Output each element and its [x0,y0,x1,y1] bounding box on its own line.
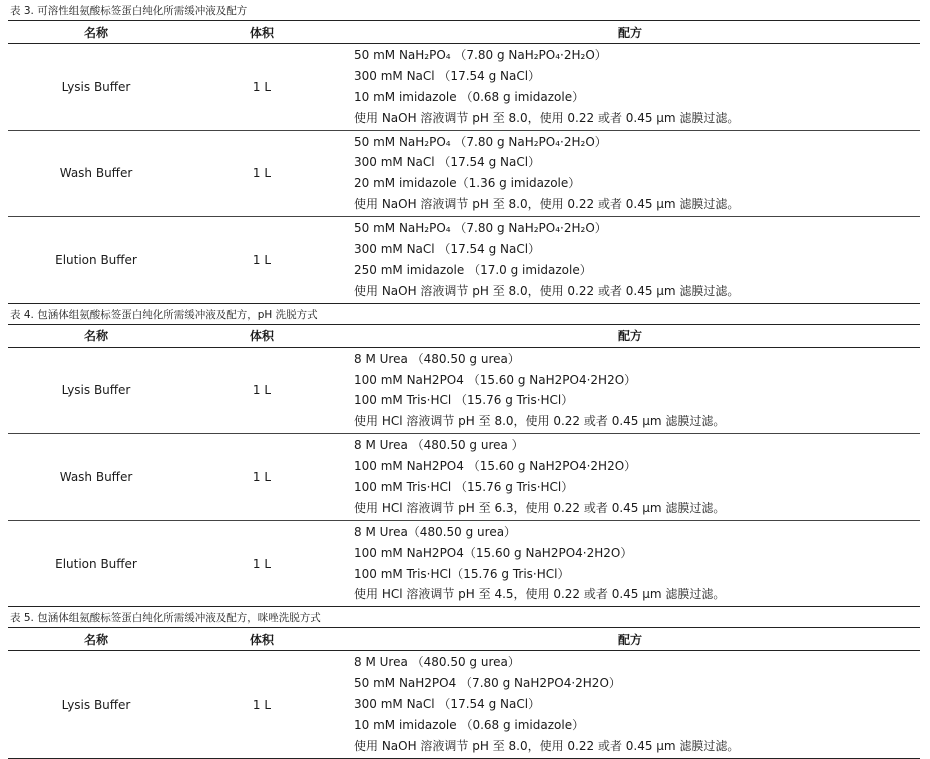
table-row [8,130,920,217]
recipe-line: 使用 HCl 溶液调节 pH 至 6.3，使用 0.22 或者 0.45 μm 滤膜过滤。 [354,500,726,515]
table-row [8,44,920,131]
buffer-volume: 1 L [184,651,340,758]
header-row [8,21,920,44]
recipe-line: 10 mM imidazole （0.68 g imidazole） [354,718,585,733]
recipe-line: 100 mM Tris·HCl （15.76 g Tris·HCl） [354,480,574,495]
recipe-line: 50 mM NaH₂PO₄ （7.80 g NaH₂PO₄·2H₂O） [354,221,607,236]
table-row [8,651,920,758]
buffer-name: Elution Buffer [8,520,184,607]
header-recipe: 配方 [340,21,920,44]
table-caption: 表 3. 可溶性组氨酸标签蛋白纯化所需缓冲液及配方 [10,5,248,17]
header-volume: 体积 [184,21,340,44]
buffer-volume: 1 L [184,434,340,521]
buffer-volume: 1 L [184,130,340,217]
recipe-line: 300 mM NaCl （17.54 g NaCl） [354,242,541,257]
recipe-line: 250 mM imidazole （17.0 g imidazole） [354,262,592,277]
table-row [8,347,920,434]
header-name: 名称 [8,628,184,651]
document [8,0,920,759]
buffer-volume: 1 L [184,217,340,304]
recipe-line: 100 mM NaH2PO4 （15.60 g NaH2PO4·2H2O） [354,459,637,474]
buffer-volume: 1 L [184,44,340,131]
header-volume: 体积 [184,628,340,651]
recipe-line: 100 mM NaH2PO4（15.60 g NaH2PO4·2H2O） [354,545,633,560]
recipe-line: 300 mM NaCl （17.54 g NaCl） [354,697,541,712]
recipe-line: 8 M Urea （480.50 g urea） [354,655,520,670]
recipe-line: 300 mM NaCl （17.54 g NaCl） [354,68,541,83]
recipe-line: 50 mM NaH2PO4 （7.80 g NaH2PO4·2H2O） [354,676,621,691]
header-row [8,628,920,651]
header-row [8,324,920,347]
buffer-table [8,324,920,608]
buffer-recipe [340,217,920,304]
header-volume: 体积 [184,324,340,347]
buffer-volume: 1 L [184,347,340,434]
buffer-volume: 1 L [184,520,340,607]
buffer-name: Lysis Buffer [8,44,184,131]
table-caption: 表 4. 包涵体组氨酸标签蛋白纯化所需缓冲液及配方，pH 洗脱方式 [10,308,318,321]
buffer-recipe [340,347,920,434]
table-caption: 表 5. 包涵体组氨酸标签蛋白纯化所需缓冲液及配方，咪唑洗脱方式 [10,612,321,625]
buffer-name: Lysis Buffer [8,651,184,758]
buffer-name: Lysis Buffer [8,347,184,434]
buffer-recipe [340,130,920,217]
buffer-name: Wash Buffer [8,130,184,217]
buffer-recipe [340,520,920,607]
recipe-line: 100 mM Tris·HCl（15.76 g Tris·HCl） [354,566,570,581]
recipe-line: 8 M Urea（480.50 g urea） [354,524,517,539]
recipe-line: 50 mM NaH₂PO₄ （7.80 g NaH₂PO₄·2H₂O） [354,48,607,62]
buffer-recipe [340,44,920,131]
recipe-line: 使用 NaOH 溶液调节 pH 至 8.0，使用 0.22 或者 0.45 μm 滤膜过滤。 [354,197,740,212]
recipe-line: 100 mM NaH2PO4 （15.60 g NaH2PO4·2H2O） [354,372,637,387]
recipe-line: 使用 NaOH 溶液调节 pH 至 8.0，使用 0.22 或者 0.45 μm 滤膜过滤。 [354,283,740,298]
table-row [8,217,920,304]
recipe-line: 8 M Urea （480.50 g urea） [354,351,520,366]
recipe-line: 50 mM NaH₂PO₄ （7.80 g NaH₂PO₄·2H₂O） [354,134,607,149]
header-recipe: 配方 [340,628,920,651]
buffer-table [8,627,920,758]
buffer-name: Wash Buffer [8,434,184,521]
buffer-table [8,20,920,304]
recipe-line: 使用 HCl 溶液调节 pH 至 8.0，使用 0.22 或者 0.45 μm 滤膜过滤。 [354,414,726,429]
table-row [8,520,920,607]
header-recipe: 配方 [340,324,920,347]
recipe-line: 100 mM Tris·HCl （15.76 g Tris·HCl） [354,393,574,408]
header-name: 名称 [8,324,184,347]
recipe-line: 8 M Urea （480.50 g urea ） [354,438,524,453]
header-name: 名称 [8,21,184,44]
recipe-line: 10 mM imidazole （0.68 g imidazole） [354,89,585,104]
recipe-line: 使用 NaOH 溶液调节 pH 至 8.0，使用 0.22 或者 0.45 μm 滤膜过滤。 [354,738,740,753]
buffer-recipe [340,651,920,758]
recipe-line: 使用 HCl 溶液调节 pH 至 4.5，使用 0.22 或者 0.45 μm 滤膜过滤。 [354,587,726,602]
buffer-name: Elution Buffer [8,217,184,304]
table-row [8,434,920,521]
buffer-recipe [340,434,920,521]
recipe-line: 300 mM NaCl （17.54 g NaCl） [354,155,541,170]
recipe-line: 20 mM imidazole（1.36 g imidazole） [354,176,581,191]
recipe-line: 使用 NaOH 溶液调节 pH 至 8.0，使用 0.22 或者 0.45 μm 滤膜过滤。 [354,110,740,125]
